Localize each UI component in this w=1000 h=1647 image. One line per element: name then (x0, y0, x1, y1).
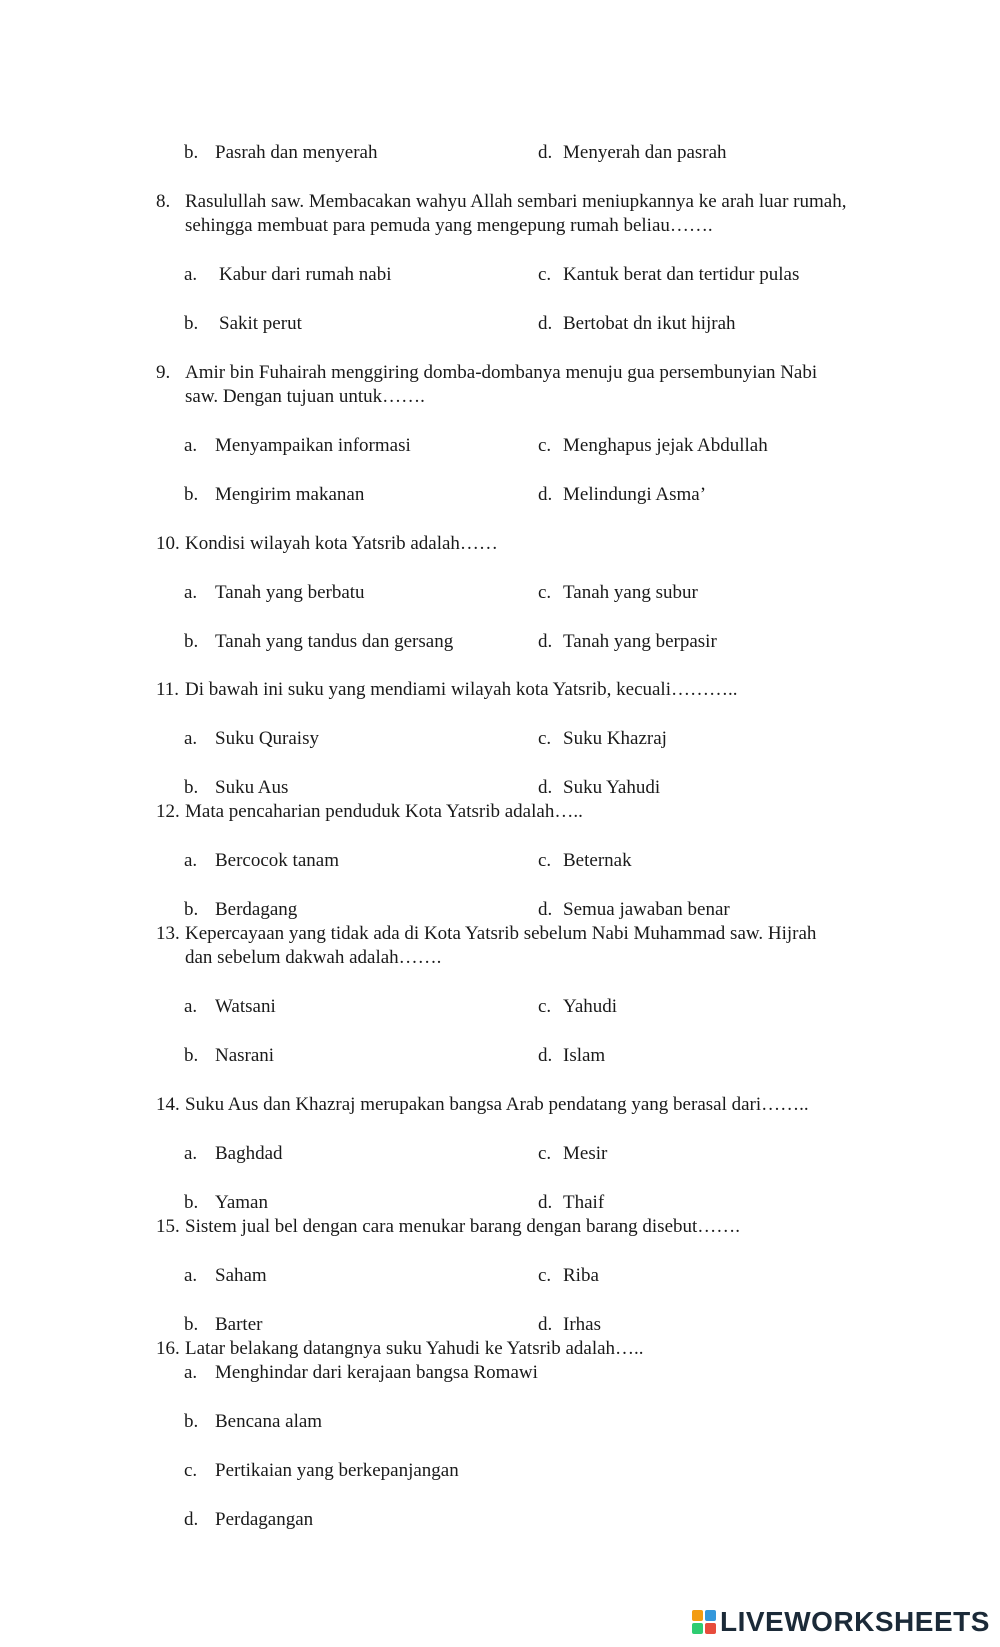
liveworksheets-logo-icon (692, 1610, 716, 1634)
question-13-text: 13. Kepercayaan yang tidak ada di Kota Yatsrib sebelum Nabi Muhammad saw. Hijrah (156, 923, 817, 944)
option-c: c. Menghapus jejak Abdullah (538, 435, 768, 456)
question-12-text: 12. Mata pencaharian penduduk Kota Yatsrib adalah….. (156, 801, 583, 822)
option-a: a. Menyampaikan informasi (184, 435, 411, 456)
option-a: a. Watsani (184, 996, 276, 1017)
option-a: a. Menghindar dari kerajaan bangsa Romawi (184, 1362, 538, 1383)
option-a: a. Suku Quraisy (184, 728, 319, 749)
option-b: b. Mengirim makanan (184, 484, 365, 505)
question-9-text-cont: saw. Dengan tujuan untuk……. (185, 386, 425, 407)
question-14-text: 14. Suku Aus dan Khazraj merupakan bangsa Arab pendatang yang berasal dari…….. (156, 1094, 809, 1115)
option-a: a. Tanah yang berbatu (184, 582, 365, 603)
option-d: d. Perdagangan (184, 1509, 314, 1530)
question-16-text: 16. Latar belakang datangnya suku Yahudi ke Yatsrib adalah….. (156, 1338, 644, 1359)
logo-text: LIVEWORKSHEETS (720, 1606, 990, 1637)
question-11-text: 11. Di bawah ini suku yang mendiami wilayah kota Yatsrib, kecuali……….. (156, 679, 738, 700)
option-c: c. Tanah yang subur (538, 582, 698, 603)
option-c: c. Riba (538, 1265, 599, 1286)
question-10-text: 10. Kondisi wilayah kota Yatsrib adalah…… (156, 533, 498, 554)
option-c: c. Yahudi (538, 996, 618, 1017)
option-c: c. Mesir (538, 1143, 608, 1164)
option-a: a. Bercocok tanam (184, 850, 339, 871)
option-c: c. Pertikaian yang berkepanjangan (184, 1460, 459, 1481)
option-b: b. Pasrah dan menyerah (184, 142, 378, 163)
option-c: c. Kantuk berat dan tertidur pulas (538, 264, 800, 285)
option-a: a. Saham (184, 1265, 267, 1286)
liveworksheets-logo[interactable] (692, 1606, 990, 1637)
option-d: d. Menyerah dan pasrah (538, 142, 727, 163)
question-13-text-cont: dan sebelum dakwah adalah……. (185, 947, 442, 968)
option-d: d. Suku Yahudi (538, 777, 661, 798)
option-a: a. Baghdad (184, 1143, 283, 1164)
option-d: d. Bertobat dn ikut hijrah (538, 313, 736, 334)
option-d: d. Islam (538, 1045, 606, 1066)
option-d: d. Thaif (538, 1192, 605, 1213)
option-b: b. Bencana alam (184, 1411, 323, 1432)
option-d: d. Tanah yang berpasir (538, 631, 717, 652)
question-8-text-cont: sehingga membuat para pemuda yang mengepung rumah beliau……. (185, 215, 713, 236)
option-d: d. Melindungi Asma’ (538, 484, 707, 505)
option-b: b. Yaman (184, 1192, 268, 1213)
option-b: b. Barter (184, 1314, 263, 1335)
question-9-text: 9. Amir bin Fuhairah menggiring domba-dombanya menuju gua persembunyian Nabi (156, 362, 818, 383)
option-d: d. Irhas (538, 1314, 601, 1335)
option-b: b. Berdagang (184, 899, 298, 920)
option-c: c. Beternak (538, 850, 632, 871)
option-b: b. Nasrani (184, 1045, 275, 1066)
option-d: d. Semua jawaban benar (538, 899, 730, 920)
option-a: a. Kabur dari rumah nabi (184, 264, 392, 285)
question-15-text: 15. Sistem jual bel dengan cara menukar barang dengan barang disebut……. (156, 1216, 741, 1237)
option-b: b. Suku Aus (184, 777, 289, 798)
option-b: b. Tanah yang tandus dan gersang (184, 631, 454, 652)
question-8-text: 8. Rasulullah saw. Membacakan wahyu Allah sembari meniupkannya ke arah luar rumah, (156, 191, 847, 212)
option-c: c. Suku Khazraj (538, 728, 667, 749)
option-b: b. Sakit perut (184, 313, 302, 334)
